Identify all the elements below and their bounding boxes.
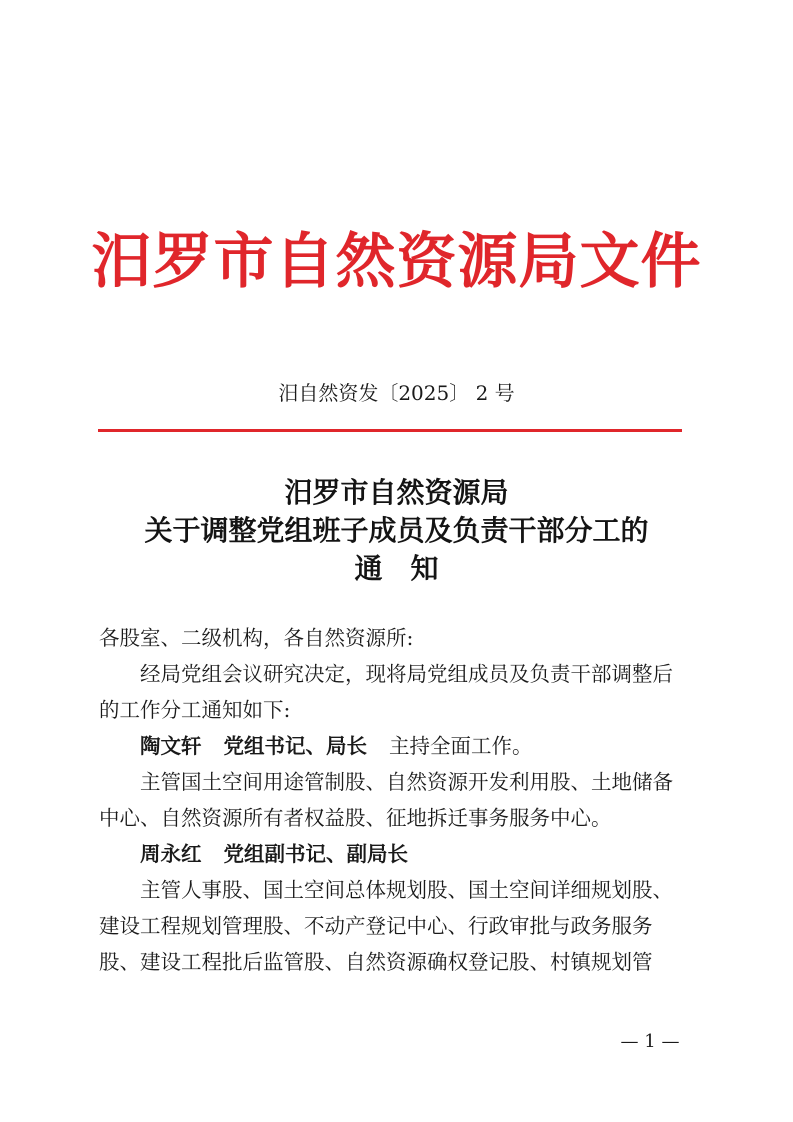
- page-number: — 1 —: [620, 1031, 680, 1052]
- member-heading: [99, 836, 685, 872]
- red-divider-line: [98, 429, 682, 432]
- member-heading: [99, 728, 685, 764]
- document-org-title: 汨罗市自然资源局文件: [91, 227, 702, 297]
- member-position: 党组书记、局长: [223, 734, 367, 758]
- member-role: 主持全面工作。: [389, 734, 533, 758]
- notice-title: [0, 474, 793, 588]
- salutation: 各股室、二级机构，各自然资源所:: [99, 626, 414, 650]
- member-position: 党组副书记、副局长: [223, 842, 408, 866]
- intro-paragraph: 经局党组会议研究决定，现将局党组成员及负责干部调整后的工作分工通知如下:: [99, 662, 673, 722]
- title-line-2: 关于调整党组班子成员及负责干部分工的: [144, 514, 649, 547]
- document-number: 汨自然资发〔2025〕 2 号: [278, 381, 515, 405]
- member-duties: 主管人事股、国土空间总体规划股、国土空间详细规划股、建设工程规划管理股、不动产登记中心、行政审批与政务服务股、建设工程批后监管股、自然资源确权登记股、村镇规划管: [99, 878, 673, 974]
- title-line-3: 通知: [354, 552, 467, 585]
- title-line-1: 汨罗市自然资源局: [284, 476, 509, 509]
- member-name: 陶文轩: [140, 734, 202, 758]
- notice-body: [99, 620, 685, 980]
- member-name: 周永红: [140, 842, 202, 866]
- member-duties: 主管国土空间用途管制股、自然资源开发利用股、土地储备中心、自然资源所有者权益股、征地拆迁事务服务中心。: [99, 770, 673, 830]
